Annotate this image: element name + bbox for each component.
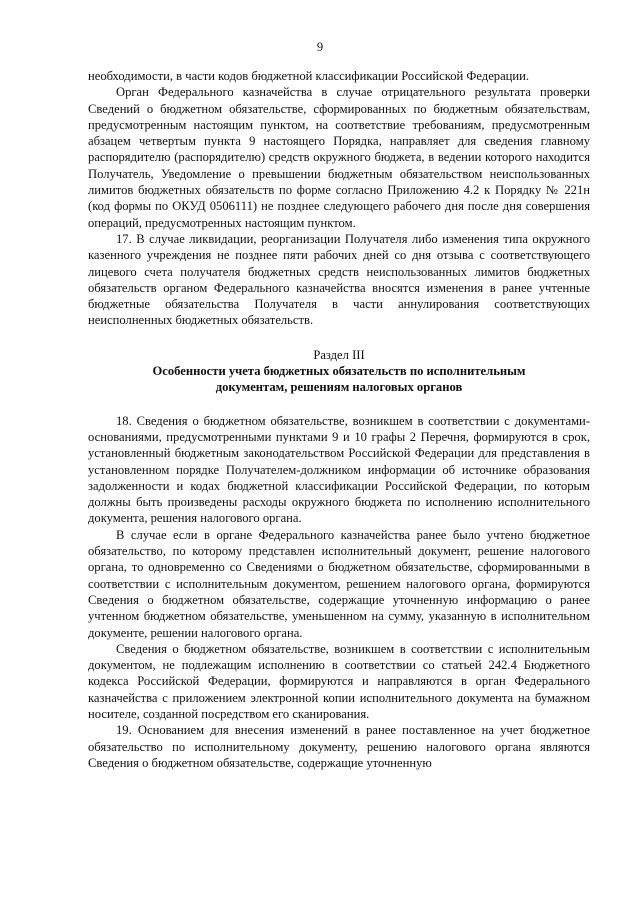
paragraphs-after-section (88, 413, 590, 772)
paragraph: 18. Сведения о бюджетном обязательстве, возникшем в соответствии с документами-основаниями, предусмотренными пунктами 9 и 10 графы 2 Перечня, формируются в срок, установленный бюджетным законодательством Российской Федерации для представления в установленном порядке Получателем-должником информации об источнике образования задолженности и кодах бюджетной классификации Российской Федерации, по которым должны быть произведены расходы окружного бюджета по исполнению исполнительного документа, решения налогового органа. (88, 413, 590, 526)
section-title (88, 363, 590, 396)
section-title-line: документам, решениям налоговых органов (215, 380, 463, 395)
paragraph: Сведения о бюджетном обязательстве, возникшем в соответствии с исполнительным документом, не подлежащим исполнению в соответствии со статьей 242.4 Бюджетного кодекса Российской Федерации, формируются и направляются в орган Федерального казначейства с приложением электронной копии исполнительного документа на бумажном носителе, созданной посредством его сканирования. (88, 641, 590, 721)
paragraph: Орган Федерального казначейства в случае отрицательного результата проверки Сведений о бюджетном обязательстве, сформированных по бюджетным обязательствам, предусмотренным настоящим пунктом, на соответствие требованиям, предусмотренным абзацем четвертым пункта 9 настоящего Порядка, направляет для сведения главному распорядителю (распорядителю) средств окружного бюджета, в ведении которого находится Получатель, Уведомление о превышении бюджетным обязательством неиспользованных лимитов бюджетных обязательств по форме согласно Приложению 4.2 к Порядку № 221н (код формы по ОКУД 0506111) не позднее следующего рабочего дня после дня совершения операций, предусмотренных настоящим пунктом. (88, 85, 590, 230)
section-title-line: Особенности учета бюджетных обязательств по исполнительным (152, 364, 526, 379)
document-body (88, 68, 590, 771)
page-number: 9 (316, 40, 324, 54)
paragraph: В случае если в органе Федерального казначейства ранее было учтено бюджетное обязательство, по которому представлен исполнительный документ, решение налогового органа, то одновременно со Сведениями о бюджетном обязательстве, сформированными в соответствии с исполнительным документом, решением налогового органа, формируются Сведения о бюджетном обязательстве, содержащие уточненную информацию о ранее учтенном бюджетном обязательстве, уменьшенном на сумму, указанную в исполнительном документе, решении налогового органа. (88, 527, 590, 640)
paragraph: необходимости, в части кодов бюджетной классификации Российской Федерации. (88, 69, 530, 83)
paragraphs-before-section (88, 68, 590, 329)
paragraph: 19. Основанием для внесения изменений в ранее поставленное на учет бюджетное обязательство по исполнительному документу, решению налогового органа являются Сведения о бюджетном обязательстве, содержащие уточненную (88, 723, 590, 770)
paragraph: 17. В случае ликвидации, реорганизации Получателя либо изменения типа окружного казенного учреждения не позднее пяти рабочих дней со дня отзыва с соответствующего лицевого счета получателя бюджетных средств неиспользованных лимитов бюджетных обязательств органом Федерального казначейства вносятся изменения в ранее учтенные бюджетные обязательства Получателя в части аннулирования соответствующих неисполненных бюджетных обязательств. (88, 231, 590, 328)
section-heading: Раздел III (313, 347, 365, 362)
